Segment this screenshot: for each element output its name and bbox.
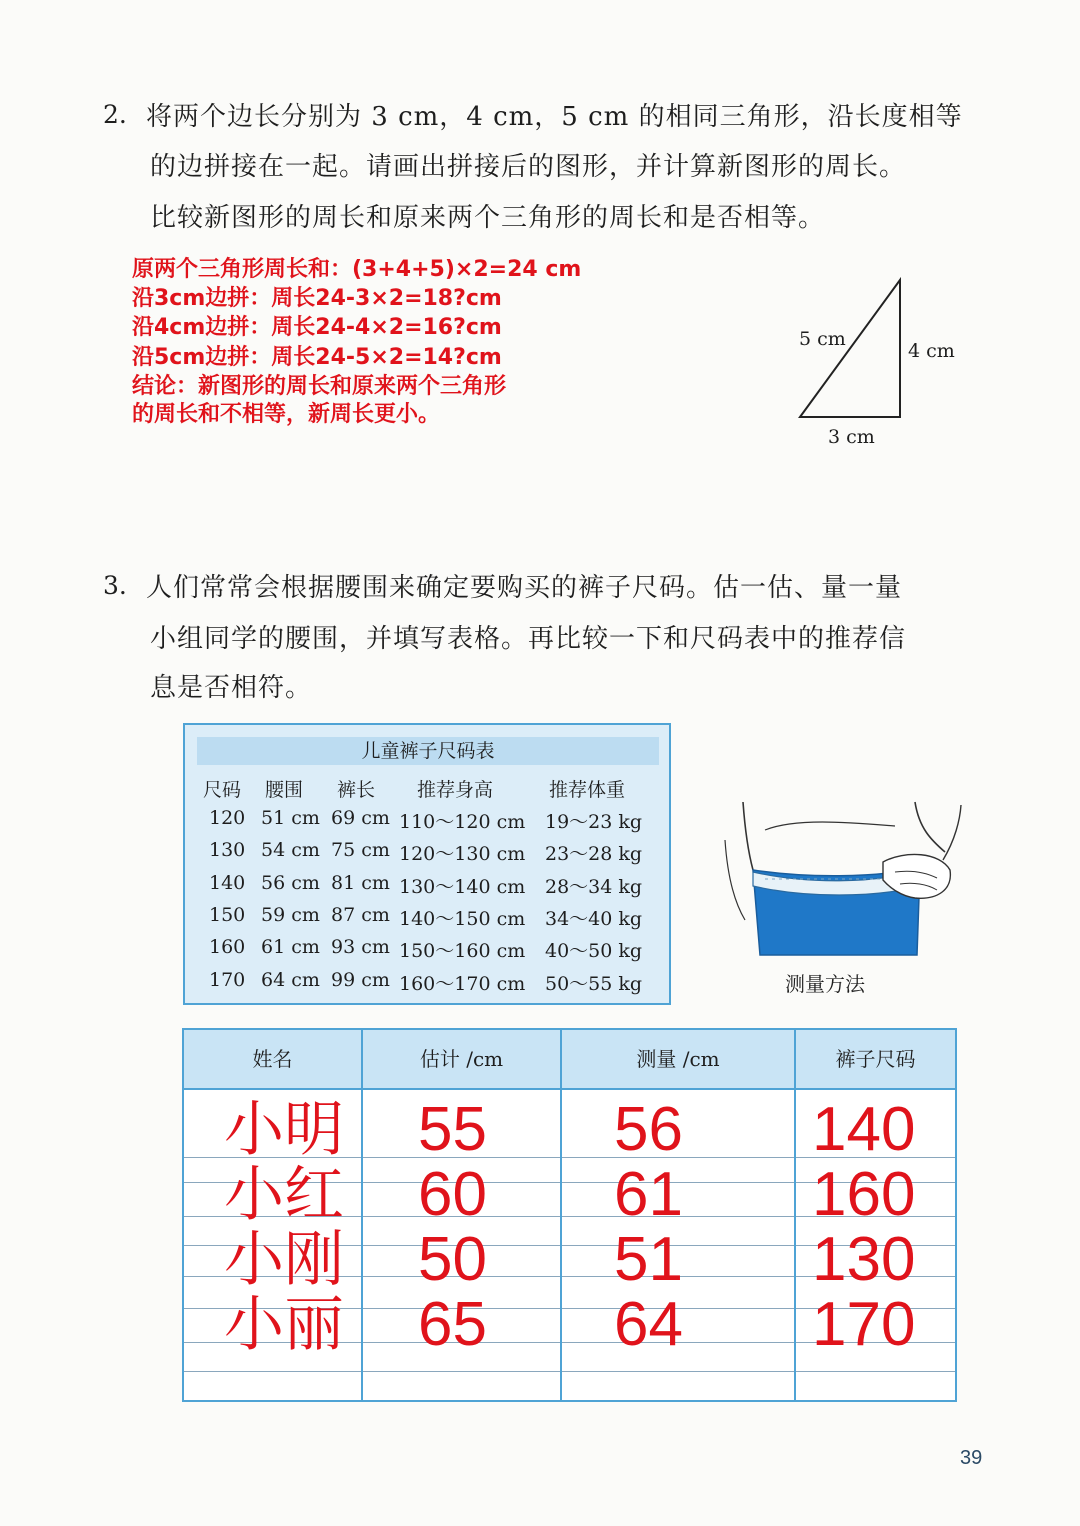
student-name: 小红 (224, 1160, 344, 1230)
answer-line: 原两个三角形周长和：(3+4+5)×2=24 cm (132, 257, 582, 282)
problem-2-text-line: 比较新图形的周长和原来两个三角形的周长和是否相等。 (150, 203, 826, 233)
size-chart-cell: 56 cm (261, 871, 320, 894)
estimate-value: 60 (418, 1160, 487, 1229)
size-chart-cell: 81 cm (331, 871, 390, 894)
student-name: 小明 (224, 1095, 344, 1165)
size-value: 140 (812, 1095, 916, 1164)
problem-3-text-line: 小组同学的腰围，并填写表格。再比较一下和尺码表中的推荐信 (150, 624, 907, 654)
size-chart-cell: 28～34 kg (545, 875, 643, 898)
size-value: 130 (812, 1225, 916, 1294)
measured-value: 64 (614, 1290, 683, 1359)
triangle-label-5cm: 5 cm (799, 328, 846, 350)
size-chart-header: 推荐身高 (417, 779, 494, 801)
size-chart-cell: 160 (209, 936, 246, 959)
measured-value: 51 (614, 1225, 683, 1294)
size-chart-cell: 64 cm (261, 968, 320, 991)
row-rule (184, 1371, 955, 1372)
size-chart-cell: 34～40 kg (545, 907, 643, 930)
size-chart-cell: 120 (209, 807, 246, 829)
estimate-value: 50 (418, 1225, 487, 1294)
page-number: 39 (960, 1447, 983, 1469)
answer-line: 的周长和不相等，新周长更小。 (132, 402, 441, 427)
triangle-label-3cm: 3 cm (828, 426, 875, 448)
size-chart-cell: 130 (209, 839, 246, 862)
size-chart-cell: 61 cm (261, 936, 320, 959)
problem-2-text-line: 的边拼接在一起。请画出拼接后的图形，并计算新图形的周长。 (150, 152, 907, 182)
problem-2-number: 2. (103, 100, 127, 129)
waist-measurement-illustration (705, 800, 965, 960)
problem-3-text-line: 人们常常会根据腰围来确定要购买的裤子尺码。估一估、量一量 (146, 573, 903, 603)
waist-record-table (182, 1028, 957, 1402)
size-chart-cell: 50～55 kg (545, 972, 643, 995)
size-value: 170 (812, 1290, 916, 1359)
answer-line: 结论：新图形的周长和原来两个三角形 (132, 374, 507, 399)
size-chart-cell: 59 cm (261, 903, 320, 926)
right-triangle-figure (790, 270, 910, 430)
measure-method-caption: 测量方法 (785, 972, 865, 996)
size-chart-cell: 23～28 kg (545, 843, 643, 866)
size-chart-cell: 87 cm (331, 903, 390, 926)
measured-value: 56 (614, 1095, 683, 1164)
estimate-value: 65 (418, 1290, 487, 1359)
size-chart-title: 儿童裤子尺码表 (197, 737, 659, 765)
size-chart-cell: 99 cm (331, 968, 390, 991)
size-chart-cell: 19～23 kg (545, 811, 643, 833)
size-chart-cell: 170 (209, 968, 246, 991)
size-chart-cell: 140 (209, 871, 246, 894)
size-chart-cell: 110～120 cm (399, 811, 526, 833)
size-chart-cell: 120～130 cm (399, 843, 526, 866)
size-chart-cell: 130～140 cm (399, 875, 526, 898)
size-chart-cell: 51 cm (261, 807, 320, 829)
size-chart-header: 推荐体重 (549, 779, 626, 801)
pants-size-chart (183, 723, 671, 1005)
record-header-name: 姓名 (252, 1047, 293, 1071)
size-chart-cell: 150～160 cm (399, 940, 526, 963)
student-name: 小刚 (224, 1225, 344, 1295)
size-chart-cell: 150 (209, 903, 246, 926)
size-value: 160 (812, 1160, 916, 1229)
answer-line: 沿5cm边拼：周长24-5×2=14?cm (132, 345, 502, 370)
triangle-label-4cm: 4 cm (908, 340, 955, 362)
size-chart-cell: 69 cm (331, 807, 390, 829)
answer-line: 沿3cm边拼：周长24-3×2=18?cm (132, 286, 502, 311)
measured-value: 61 (614, 1160, 683, 1229)
size-chart-cell: 93 cm (331, 936, 390, 959)
student-name: 小丽 (224, 1290, 344, 1360)
size-chart-header: 腰围 (265, 779, 304, 801)
size-chart-cell: 160～170 cm (399, 972, 526, 995)
size-chart-cell: 75 cm (331, 839, 390, 862)
record-header-measured: 测量 /cm (636, 1047, 720, 1071)
size-chart-header: 尺码 (203, 779, 242, 801)
problem-3-text-line: 息是否相符。 (150, 673, 313, 703)
size-chart-cell: 140～150 cm (399, 907, 526, 930)
problem-2-text-line: 将两个边长分别为 3 cm，4 cm，5 cm 的相同三角形，沿长度相等 (146, 102, 963, 132)
record-header-estimate: 估计 /cm (419, 1047, 504, 1071)
size-chart-header: 裤长 (337, 779, 376, 801)
size-chart-cell: 54 cm (261, 839, 320, 862)
size-chart-cell: 40～50 kg (545, 940, 643, 963)
problem-3-number: 3. (103, 571, 127, 600)
record-header-size: 裤子尺码 (835, 1047, 916, 1071)
answer-line: 沿4cm边拼：周长24-4×2=16?cm (132, 315, 502, 340)
estimate-value: 55 (418, 1095, 487, 1164)
